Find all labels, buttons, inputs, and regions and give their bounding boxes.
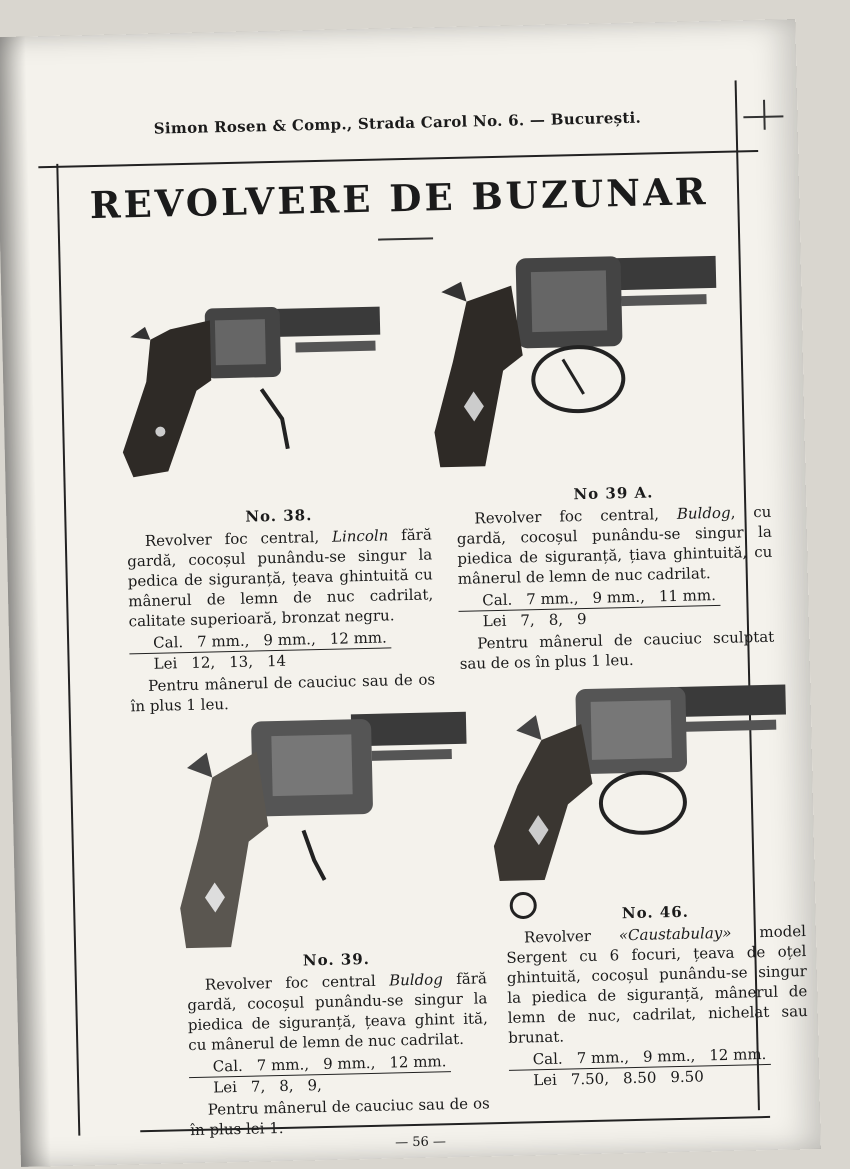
price-label: Lei bbox=[532, 1070, 558, 1090]
price-value: 7, bbox=[520, 611, 535, 630]
desc-pre: Revolver foc central bbox=[204, 971, 390, 994]
caliber-value: 12 mm. bbox=[329, 628, 387, 648]
price-value: 13, bbox=[228, 652, 254, 672]
product-39 bbox=[186, 946, 490, 1142]
description bbox=[127, 524, 434, 631]
price-note: Pentru mânerul de cauciuc sau de os în plus 1 leu. bbox=[130, 670, 436, 716]
model-number: No. 46. bbox=[621, 902, 690, 923]
model-number: No. 39. bbox=[302, 949, 371, 970]
caliber-label: Cal. bbox=[532, 1049, 563, 1069]
price-value: 7, bbox=[250, 1077, 266, 1096]
price-value: 9, bbox=[307, 1076, 323, 1095]
desc-pre: Revolver foc central, bbox=[474, 504, 678, 528]
model-name: Buldog bbox=[388, 970, 444, 990]
caliber-label: Cal. bbox=[482, 590, 513, 610]
caliber-value: 11 mm. bbox=[658, 586, 717, 606]
caliber-value: 9 mm., bbox=[322, 1053, 376, 1074]
page-title: REVOLVERE DE BUZUNAR bbox=[89, 169, 710, 228]
desc-pre: Revolver foc central, bbox=[144, 527, 333, 550]
caliber-label: Cal. bbox=[212, 1056, 244, 1076]
price-note: Pentru mânerul de cauciuc sculptat sau de os în plus 1 leu. bbox=[459, 627, 775, 673]
desc-pre: Revolver bbox=[523, 926, 620, 947]
caliber-value: 12 mm. bbox=[389, 1052, 447, 1072]
frame-left bbox=[56, 164, 80, 1136]
product-38 bbox=[126, 502, 436, 718]
model-name: «Caustabulay» bbox=[618, 923, 732, 945]
model-number: No 39 A. bbox=[573, 483, 654, 504]
desc-post: fără gardă, cocoșul punându-se singur la piedica de siguranță, țeava ghint ită, cu mânerul de lemn de nuc cadrilat. bbox=[187, 969, 488, 1055]
price-value: 8, bbox=[279, 1076, 294, 1096]
catalog-page bbox=[0, 19, 821, 1167]
price-value: 9.50 bbox=[670, 1067, 704, 1087]
caliber-value: 9 mm., bbox=[263, 630, 316, 650]
header-rule bbox=[38, 150, 758, 168]
price-value: 8, bbox=[548, 610, 564, 629]
description bbox=[187, 968, 489, 1055]
price-value: 14 bbox=[266, 651, 287, 671]
caliber-value: 7 mm., bbox=[196, 631, 250, 651]
product-46 bbox=[505, 899, 809, 1091]
caliber-value: 9 mm., bbox=[642, 1046, 696, 1066]
caliber-value: 12 mm. bbox=[709, 1044, 767, 1065]
revolver-illustration-38 bbox=[109, 276, 394, 492]
price-value: 9 bbox=[576, 609, 587, 629]
price-label: Lei bbox=[482, 611, 507, 631]
caliber-value: 7 mm., bbox=[576, 1048, 630, 1068]
price-label: Lei bbox=[213, 1078, 238, 1097]
revolver-illustration-39 bbox=[170, 687, 476, 954]
revolver-illustration-46 bbox=[480, 659, 796, 926]
caliber-value: 7 mm., bbox=[526, 589, 579, 609]
revolver-illustration-39a bbox=[420, 226, 725, 473]
model-name: Lincoln bbox=[331, 526, 389, 546]
price-label: Lei bbox=[153, 654, 178, 673]
desc-post: fără gardă, cocoșul punându-se singur la pedica de siguranță, țeava ghintuită cu mânerul de lemn de nuc cadrilat, calitate superioară, bronzat negru. bbox=[127, 525, 434, 631]
caliber-value: 7 mm., bbox=[256, 1055, 310, 1075]
model-number: No. 38. bbox=[245, 506, 313, 526]
price-value: 7.50, bbox=[570, 1069, 610, 1089]
description bbox=[456, 502, 773, 589]
page-number: — 56 — bbox=[395, 1134, 447, 1151]
price-value: 8.50 bbox=[622, 1068, 657, 1088]
price-value: 12, bbox=[191, 653, 216, 672]
desc-post: , cu gardă, cocoșul punându-se singur la piedica de siguranță, țiava ghintuită, cu mânerul de lemn de nuc cadrilat. bbox=[456, 502, 773, 588]
caliber-value: 9 mm., bbox=[592, 587, 646, 607]
price-note: Pentru mânerul de cauciuc sau de os în plus lei 1. bbox=[190, 1094, 490, 1140]
page-header: Simon Rosen & Comp., Strada Carol No. 6. — București. bbox=[153, 108, 642, 138]
caliber-label: Cal. bbox=[152, 633, 184, 652]
desc-post: model Sergent cu 6 focuri, țeava de oțel ghintuită, cocoșul punându-se singur la piedica de siguranță, mânerul de lemn de nuc, cadrilat, nichelat sau brunat. bbox=[506, 922, 808, 1047]
description bbox=[506, 921, 809, 1048]
model-name: Buldog bbox=[676, 503, 731, 523]
product-39a bbox=[456, 480, 775, 676]
